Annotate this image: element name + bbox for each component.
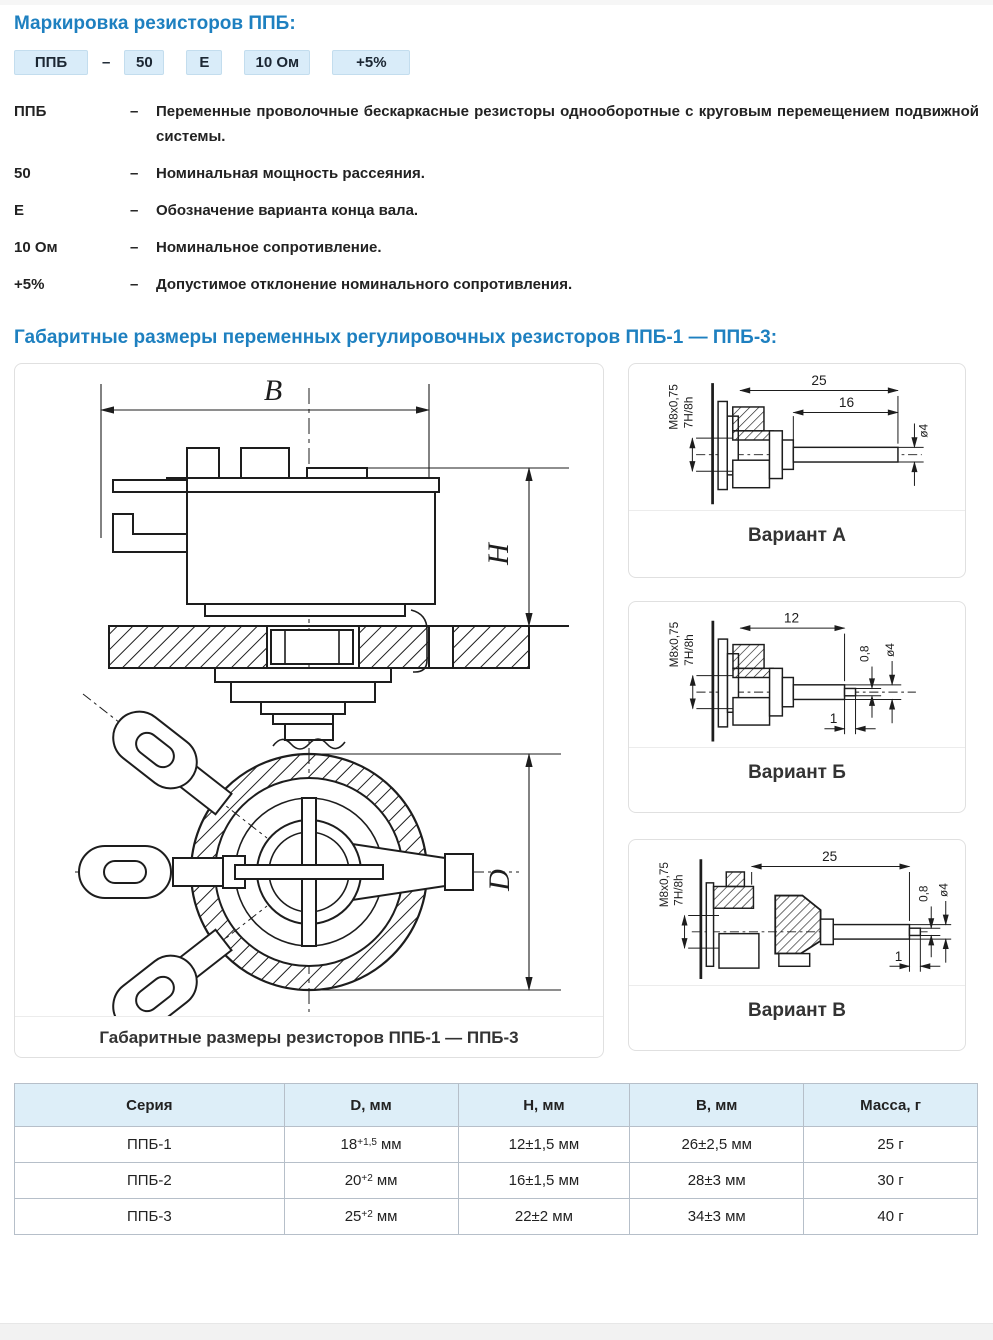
dim-label-h: H	[482, 543, 515, 565]
variant-b-caption: Вариант Б	[629, 747, 965, 784]
cell-h: 22±2 мм	[458, 1199, 630, 1235]
mounting-bushing	[215, 668, 391, 749]
definition-text: Номинальная мощность рассеяния.	[156, 165, 425, 182]
marking-box-series: ППБ	[14, 50, 88, 75]
col-header-mass: Масса, г	[804, 1084, 978, 1127]
svg-text:12: 12	[783, 610, 800, 626]
col-header-h: H, мм	[458, 1084, 630, 1127]
definition-term: ППБ	[14, 103, 47, 120]
cell-mass: 30 г	[804, 1163, 978, 1199]
svg-text:1: 1	[894, 948, 903, 964]
dimensions-table	[14, 1083, 978, 1235]
svg-text:7H/8h: 7H/8h	[681, 634, 696, 666]
svg-text:16: 16	[838, 394, 855, 410]
svg-text:1: 1	[829, 711, 838, 727]
svg-text:M8x0,75: M8x0,75	[666, 384, 681, 430]
main-drawing-panel	[14, 363, 604, 1058]
col-header-b: B, мм	[630, 1084, 804, 1127]
marking-box-shaft: Е	[186, 50, 222, 75]
cell-d: $20^{+2}$ мм	[284, 1163, 458, 1199]
marking-box-resistance: 10 Ом	[244, 50, 310, 75]
cell-d: $18^{+1,5}$ мм	[284, 1127, 458, 1163]
chassis-section	[109, 626, 569, 668]
cell-b: 34±3 мм	[630, 1199, 804, 1235]
variant-a-caption: Вариант А	[629, 510, 965, 547]
variant-v-drawing	[641, 846, 953, 985]
svg-text:ø4: ø4	[937, 883, 951, 897]
definition-text: Допустимое отклонение номинального сопротивления.	[156, 276, 573, 293]
svg-text:0,8: 0,8	[917, 885, 931, 902]
table-row	[15, 1199, 978, 1235]
cell-d: $25^{+2}$ мм	[284, 1199, 458, 1235]
marking-example	[14, 50, 979, 75]
col-header-series: Серия	[15, 1084, 285, 1127]
svg-text:M8x0,75: M8x0,75	[658, 862, 672, 908]
variant-b-drawing	[641, 608, 953, 747]
drawings-area	[14, 363, 979, 1058]
definition-dash: –	[130, 239, 139, 256]
cell-h: 16±1,5 мм	[458, 1163, 630, 1199]
cell-series: ППБ-2	[15, 1163, 285, 1199]
main-drawing-caption: Габаритные размеры резисторов ППБ-1 — ППБ-3	[15, 1016, 603, 1048]
definition-dash: –	[130, 103, 139, 120]
table-row	[15, 1127, 978, 1163]
cell-mass: 25 г	[804, 1127, 978, 1163]
definition-text: Номинальное сопротивление.	[156, 239, 382, 256]
cell-b: 28±3 мм	[630, 1163, 804, 1199]
definition-term: Е	[14, 202, 25, 219]
dim-label-b: B	[263, 374, 283, 407]
definition-text: Переменные проволочные бескаркасные резисторы однооборотные с круговым перемещением подвижной системы.	[156, 103, 979, 145]
cell-h: 12±1,5 мм	[458, 1127, 630, 1163]
definition-row	[14, 272, 979, 297]
svg-text:ø4: ø4	[916, 423, 931, 438]
definition-dash: –	[130, 202, 139, 219]
table-row	[15, 1163, 978, 1199]
variants-column	[628, 363, 966, 1051]
page-top-strip	[0, 0, 993, 5]
svg-text:0,8: 0,8	[857, 645, 872, 662]
terminal-lug-middle	[79, 846, 171, 898]
variant-b-dim-slot-width	[856, 645, 882, 718]
svg-text:25: 25	[822, 849, 838, 865]
col-header-d: D, мм	[284, 1084, 458, 1127]
svg-text:25: 25	[811, 372, 827, 388]
marking-definitions	[14, 99, 979, 297]
cell-b: 26±2,5 мм	[630, 1127, 804, 1163]
cell-series: ППБ-3	[15, 1199, 285, 1235]
marking-separator: –	[102, 54, 111, 71]
variant-b-panel	[628, 601, 966, 813]
cell-series: ППБ-1	[15, 1127, 285, 1163]
marking-box-tolerance: +5%	[332, 50, 410, 75]
page-bottom-strip	[0, 1323, 993, 1340]
variant-b-dim-dia	[845, 643, 902, 723]
marking-box-power: 50	[124, 50, 164, 75]
variant-v-caption: Вариант В	[629, 985, 965, 1022]
front-view	[75, 694, 519, 1016]
variant-a-drawing	[641, 370, 953, 510]
svg-text:7H/8h: 7H/8h	[681, 396, 696, 429]
variant-v-panel	[628, 839, 966, 1051]
svg-text:7H/8h: 7H/8h	[672, 874, 686, 906]
definition-dash: –	[130, 276, 139, 293]
variant-a-panel	[628, 363, 966, 578]
definition-term: 10 Ом	[14, 239, 58, 256]
definition-row	[14, 161, 979, 186]
heading-dimensions: Габаритные размеры переменных регулировочных резисторов ППБ-1 — ППБ-3:	[14, 327, 778, 348]
variant-a-dim-shaft	[793, 395, 898, 444]
heading-marking: Маркировка резисторов ППБ:	[14, 13, 296, 34]
svg-text:ø4: ø4	[882, 643, 897, 657]
variant-b-dim-slot-depth	[824, 696, 875, 734]
definition-row	[14, 99, 979, 149]
page-content	[0, 13, 993, 1235]
definition-term: +5%	[14, 276, 45, 293]
cell-mass: 40 г	[804, 1199, 978, 1235]
dim-label-d: D	[483, 869, 516, 891]
definition-text: Обозначение варианта конца вала.	[156, 202, 419, 219]
main-drawing	[21, 364, 597, 1016]
variant-v-dim-slot-depth	[890, 935, 941, 971]
definition-dash: –	[130, 165, 139, 182]
table-header-row	[15, 1084, 978, 1127]
definition-row	[14, 198, 979, 223]
svg-text:M8x0,75: M8x0,75	[667, 621, 682, 668]
definition-term: 50	[14, 165, 31, 182]
definition-row	[14, 235, 979, 260]
